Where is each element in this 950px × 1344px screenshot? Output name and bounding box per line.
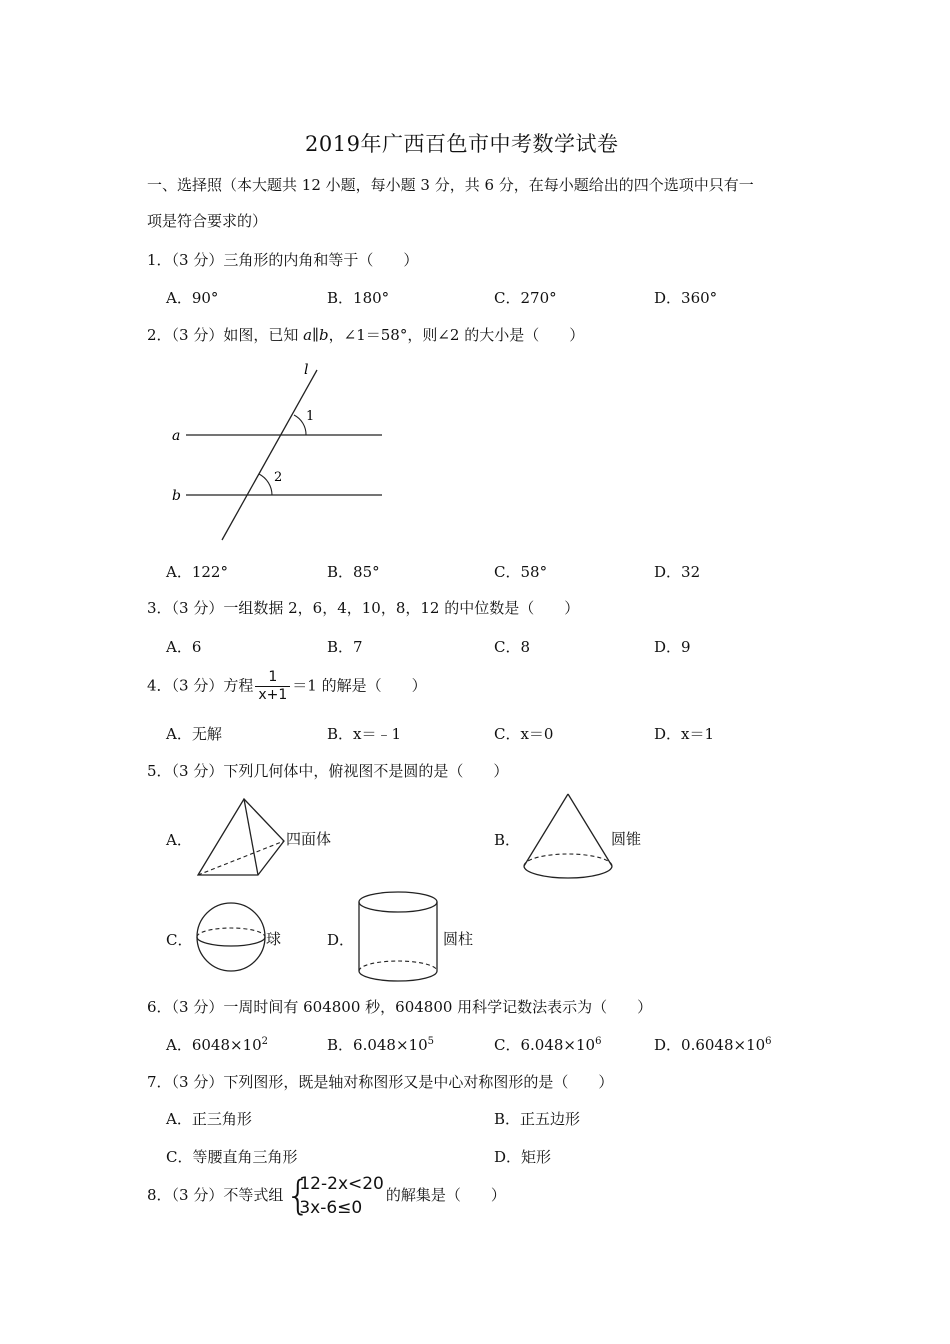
question-5-label-d: D． [327, 931, 355, 949]
cone-icon [518, 790, 618, 885]
question-3-stem: 3．（3 分）一组数据 2，6，4，10，8，12 的中位数是（ ） [147, 599, 580, 617]
question-2-option-b: B．85° [327, 563, 380, 581]
tetrahedron-icon [190, 795, 290, 880]
tetrahedron-label: 四面体 [286, 830, 332, 848]
question-7-option-d: D．矩形 [494, 1148, 552, 1166]
question-5-label-b: B． [494, 831, 521, 849]
question-6-option-d: D．$0.6048\times 10^6$ [654, 1036, 772, 1054]
line-l-label: l [304, 362, 309, 378]
question-7-option-c: C．等腰直角三角形 [166, 1148, 298, 1166]
sphere-icon [194, 900, 268, 974]
question-7-option-a: A．正三角形 [166, 1110, 252, 1128]
question-4-stem: 4．（3 分）方程 $\frac{1}{x+1}$ ＝1 的解是（ ） [147, 669, 427, 703]
line-a-label: a [172, 428, 181, 444]
question-6-stem: 6．（3 分）一周时间有 604800 秒，604800 用科学记数法表示为（ ） [147, 998, 653, 1016]
sphere-label: 球 [266, 930, 282, 948]
question-5-label-a: A． [166, 831, 192, 849]
section-heading-line1: 一、选择照（本大题共 12 小题，每小题 3 分，共 6 分，在每小题给出的四个选项中只有一 [147, 176, 754, 194]
question-3-option-b: B．7 [327, 638, 363, 656]
question-5-label-c: C． [166, 931, 193, 949]
page-title: 2019年广西百色市中考数学试卷 [305, 132, 619, 156]
question-7-option-b: B．正五边形 [494, 1110, 581, 1128]
question-6-option-c: C．$6.048\times 10^6$ [494, 1036, 602, 1054]
question-2-stem: 2．（3 分）如图，已知 a∥b，∠1＝58°，则∠2 的大小是（ ） [147, 326, 585, 344]
angle-1-label: 1 [306, 409, 315, 424]
question-3-option-c: C．8 [494, 638, 531, 656]
cone-label: 圆锥 [611, 830, 642, 848]
cylinder-icon [355, 888, 441, 988]
line-b-label: b [172, 488, 181, 504]
question-6-option-a: A．$6048\times 10^2$ [166, 1036, 269, 1054]
question-1-option-c: C．270° [494, 289, 557, 307]
question-7-stem: 7．（3 分）下列图形，既是轴对称图形又是中心对称图形的是（ ） [147, 1073, 614, 1091]
question-5-stem: 5．（3 分）下列几何体中，俯视图不是圆的是（ ） [147, 762, 509, 780]
question-3-option-a: A．6 [166, 638, 202, 656]
question-1-option-a: A．90° [166, 289, 219, 307]
question-4-option-c: C．x＝0 [494, 725, 554, 743]
question-1-option-d: D．360° [654, 289, 718, 307]
cylinder-label: 圆柱 [443, 930, 474, 948]
question-4-option-b: B．x＝﹣1 [327, 725, 402, 743]
question-3-option-d: D．9 [654, 638, 691, 656]
angle-2-label: 2 [274, 470, 283, 485]
question-1-stem: 1．（3 分）三角形的内角和等于（ ） [147, 251, 419, 269]
fraction: $\frac{1}{x+1}$ [255, 669, 290, 704]
question-2-option-a: A．122° [166, 563, 228, 581]
question-2-option-d: D．32 [654, 563, 701, 581]
question-6-option-b: B．$6.048\times 10^5$ [327, 1036, 434, 1054]
question-8-stem: 8．（3 分）不等式组 { 12-2x<20 3x-6≤0 的解集是（ ） [147, 1173, 506, 1219]
parallel-lines-figure [160, 360, 400, 550]
question-2-option-c: C．58° [494, 563, 548, 581]
section-heading-line2: 项是符合要求的） [147, 212, 268, 230]
question-1-option-b: B．180° [327, 289, 390, 307]
question-4-option-a: A．无解 [166, 725, 222, 743]
question-4-option-d: D．x＝1 [654, 725, 715, 743]
inequality-system: { 12-2x<20 3x-6≤0 [285, 1173, 384, 1219]
